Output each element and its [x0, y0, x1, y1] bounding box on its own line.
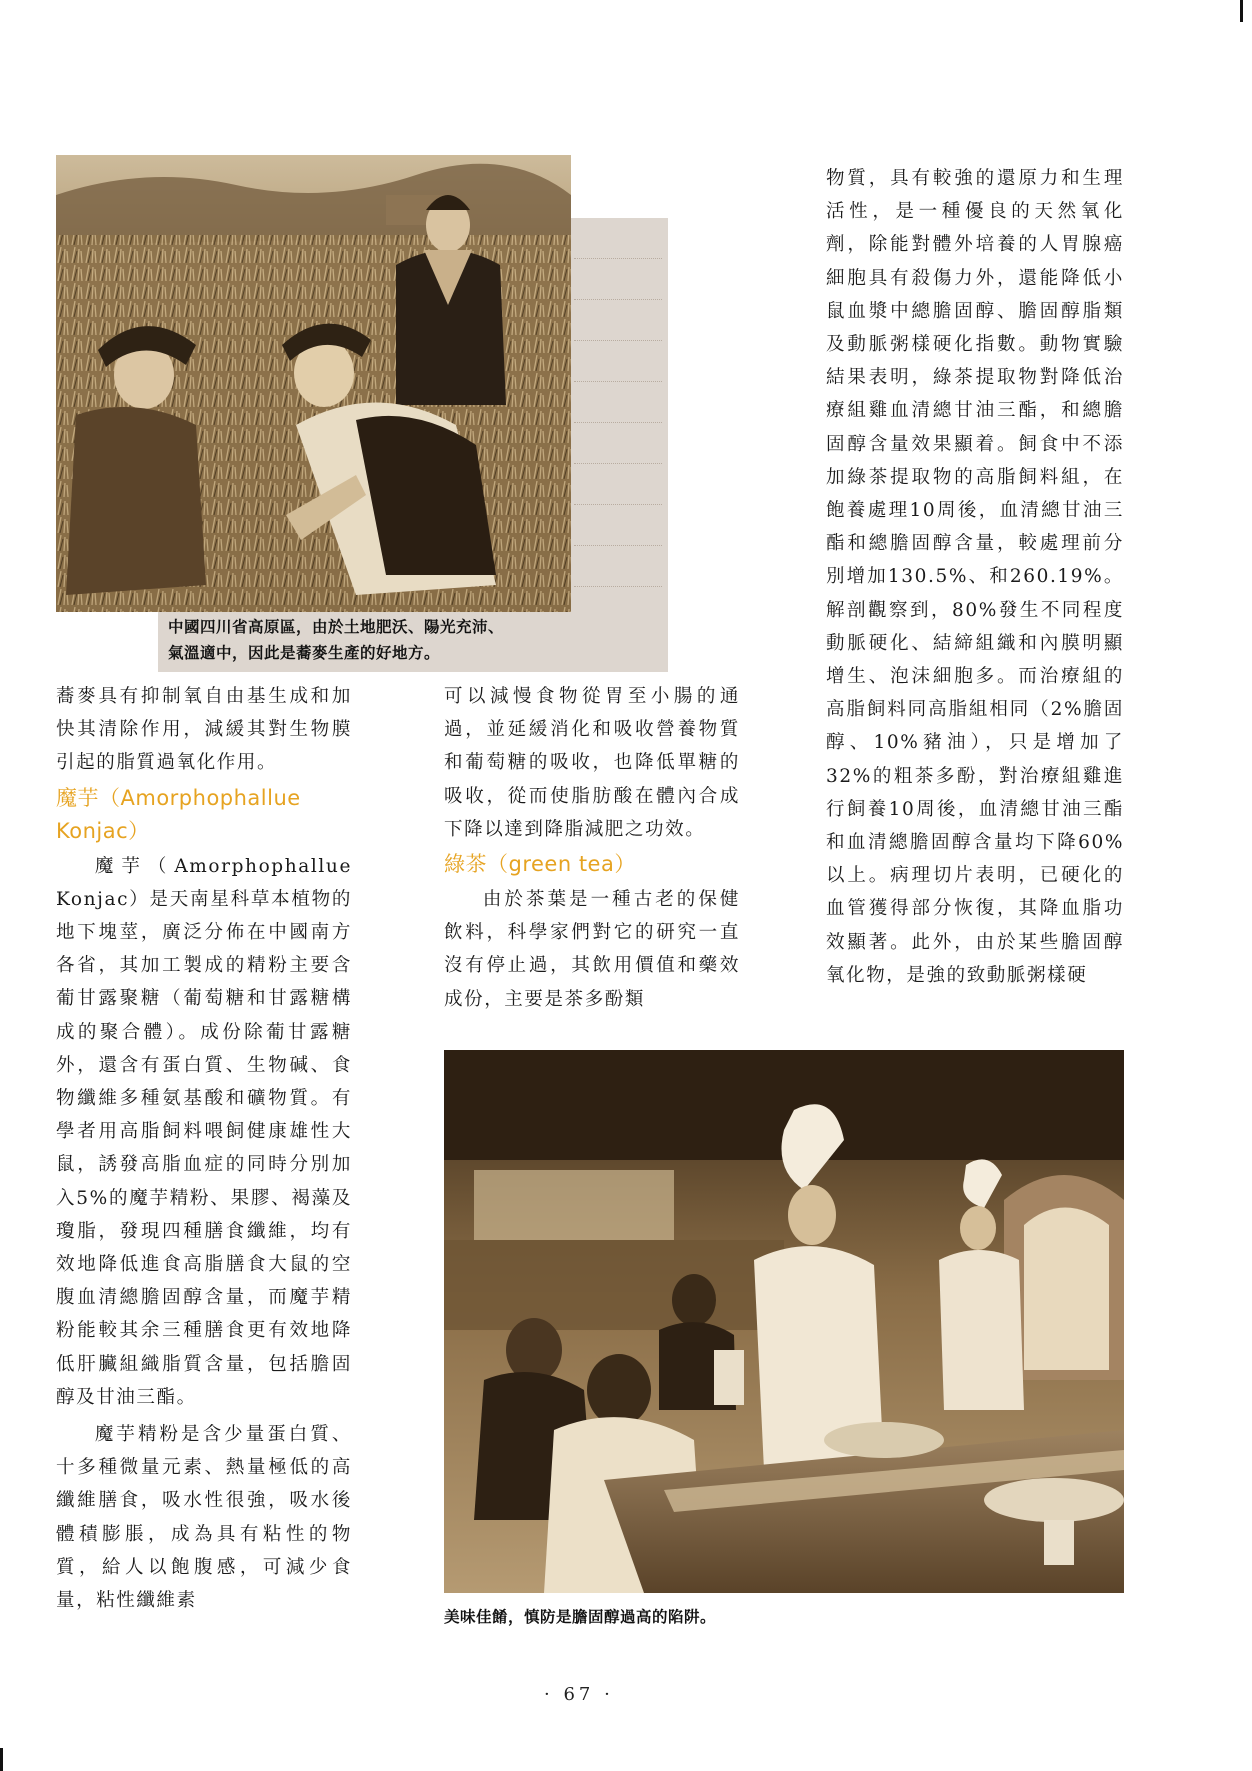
photo1-caption: [168, 614, 668, 666]
corner-mark-top-right: [1240, 0, 1243, 22]
col1-paragraph-2: 魔芋（Amorphophallue Konjac）是天南星科草本植物的地下塊莖，廣泛分佈在中國南方各省，其加工製成的精粉主要含葡甘露聚糖（葡萄糖和甘露糖構成的聚合體）。成份除葡甘露糖外，還含有蛋白質、生物碱、食物纖維多種氨基酸和礦物質。有學者用高脂飼料喂飼健康雄性大鼠，誘發高脂血症的同時分別加入5%的魔芋精粉、果膠、褐藻及瓊脂，發現四種膳食纖維，均有效地降低進食高脂膳食大鼠的空腹血清總膽固醇含量，而魔芋精粉能較其余三種膳食更有效地降低肝臟組織脂質含量，包括膽固醇及甘油三酯。: [56, 855, 352, 1408]
col2-paragraph-2: 由於茶葉是一種古老的保健飲料，科學家們對它的研究一直沒有停止過，其飲用價值和藥效成份，主要是茶多酚類: [444, 889, 740, 1010]
background-page-strip: [568, 218, 668, 668]
restaurant-photo: [444, 1050, 1124, 1593]
col3-paragraph-1: 物質，具有較強的還原力和生理活性，是一種優良的天然氧化劑，除能對體外培養的人胃腺癌細胞具有殺傷力外，還能降低小鼠血漿中總膽固醇、膽固醇脂類及動脈粥樣硬化指數。動物實驗結果表明，綠茶提取物對降低治療組雞血清總甘油三酯，和總膽固醇含量效果顯着。飼食中不添加綠茶提取物的高脂飼料組，在飽養處理10周後，血清總甘油三酯和總膽固醇含量，較處理前分別增加130.5%、和260.19%。解剖觀察到，80%發生不同程度動脈硬化、結締組織和內膜明顯增生、泡沫細胞多。而治療組的高脂飼料同高脂組相同（2%膽固醇、10%豬油），只是增加了32%的粗茶多酚，對治療組雞進行飼養10周後，血清總甘油三酯和血清總膽固醇含量均下降60%以上。病理切片表明，已硬化的血管獲得部分恢復，其降血脂功效顯著。此外，由於某些膽固醇氧化物，是強的致動脈粥樣硬: [826, 168, 1124, 986]
photo1-caption-line1: 中國四川省高原區，由於土地肥沃、陽光充沛、: [168, 618, 505, 636]
photo2-caption: 美味佳餚，慎防是膽固醇過高的陷阱。: [444, 1608, 717, 1626]
section-heading-konjac: 魔芋（Amorphophallue Konjac）: [56, 785, 301, 843]
column-2: [444, 680, 740, 1016]
corner-mark-bottom-left: [0, 1748, 3, 1771]
column-3: [826, 162, 1124, 992]
field-workers-photo: [56, 155, 571, 612]
photo1-caption-line2: 氣溫適中，因此是蕎麥生產的好地方。: [168, 644, 441, 662]
col2-paragraph-1: 可以減慢食物從胃至小腸的通過，並延緩消化和吸收營養物質和葡萄糖的吸收，也降低單糖的吸收，從而使脂肪酸在體內合成下降以達到降脂減肥之功效。: [444, 686, 740, 840]
col1-paragraph-1: 蕎麥具有抑制氧自由基生成和加快其清除作用，減緩其對生物膜引起的脂質過氧化作用。: [56, 686, 352, 774]
column-1: [56, 680, 352, 1617]
section-heading-green-tea: 綠茶（green tea）: [444, 852, 636, 877]
page-number: · 67 ·: [544, 1684, 614, 1705]
col1-paragraph-3: 魔芋精粉是含少量蛋白質、十多種微量元素、熱量極低的高纖維膳食，吸水性很強，吸水後體積膨脹，成為具有粘性的物質，給人以飽腹感，可減少食量，粘性纖維素: [56, 1424, 352, 1612]
